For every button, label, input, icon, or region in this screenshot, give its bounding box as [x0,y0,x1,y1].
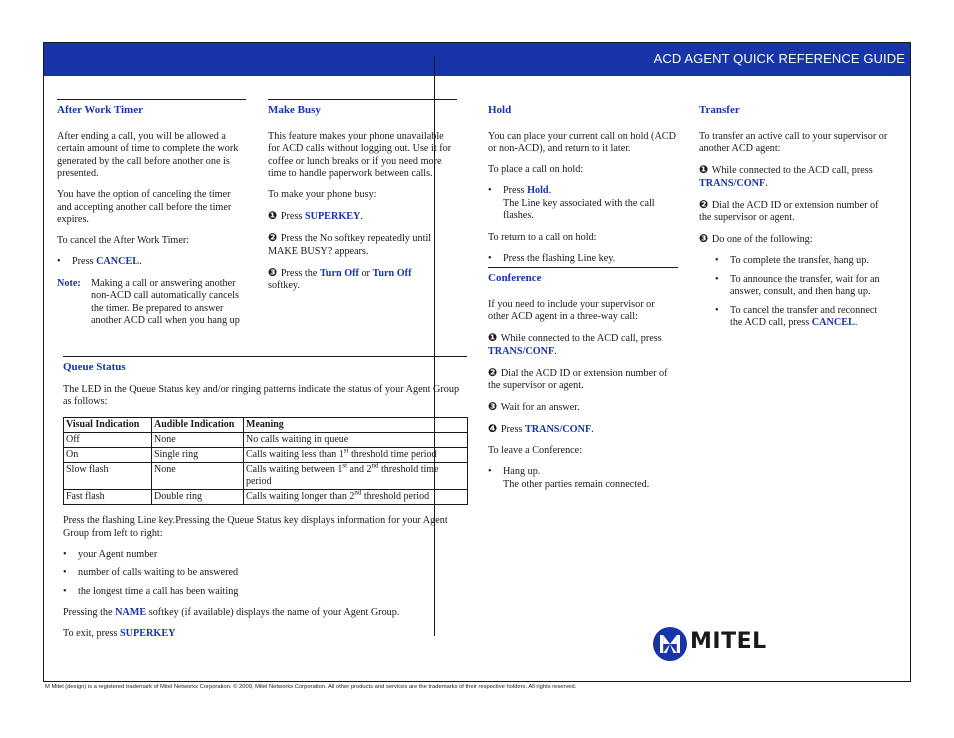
trans-conf-key: TRANS/CONF [488,345,555,357]
paragraph: To make your phone busy: [268,189,377,200]
table-row: On Single ring Calls waiting less than 1st threshold time period [64,448,468,463]
section-heading: Conference [488,272,542,284]
turn-off-key: Turn Off [319,267,359,279]
queue-status-section [63,356,467,649]
paragraph: After ending a call, you will be allowed a certain amount of time to complete the work generated by the call before another one is presented. [57,130,239,179]
bullet-list [488,253,678,266]
paragraph: You can place your current call on hold (ACD or non-ACD), and return to it later. [488,130,676,154]
step-2: ❷ Press the No softkey repeatedly until MAKE BUSY? appears. [268,231,432,257]
page-title: ACD AGENT QUICK REFERENCE GUIDE [653,51,905,66]
trans-conf-key: TRANS/CONF [524,424,592,435]
list-item: • To announce the transfer, wait for an answer, consult, and then hang up. [715,274,891,299]
bullet-list [699,255,891,330]
step-3: ❸ Press the Turn Off or Turn Off softkey. [268,265,412,291]
step-2: ❷ Dial the ACD ID or extension number of the supervisor or agent. [488,365,668,391]
paragraph: To exit, press SUPERKEY [63,628,176,639]
step-2-icon: ❷ [268,231,278,244]
paragraph: To place a call on hold: [488,164,584,175]
bullet-list [488,185,678,223]
paragraph: This feature makes your phone unavailable for ACD calls without logging out. Use it for coffee or lunch breaks or if you need more time to handle paperwork between calls. [268,130,452,179]
step-4: ❹ Press TRANS/CONF. [488,422,594,435]
hold-key: Hold [527,185,549,196]
table-header-row [64,418,468,433]
step-1: ❶ While connected to the ACD call, press TRANS/CONF. [699,163,873,189]
step-2: ❷ Dial the ACD ID or extension number of the supervisor or agent. [699,197,879,223]
list-item: • number of calls waiting to be answered [63,567,467,580]
section-heading: Make Busy [268,104,321,116]
paragraph: To return to a call on hold: [488,231,597,243]
mitel-logo-icon [652,626,688,662]
step-1-icon: ❶ [488,331,498,344]
list-item: • your Agent number [63,549,467,562]
paragraph: The LED in the Queue Status key and/or ringing patterns indicate the status of your Agent Group as follows: [63,383,460,407]
bullet-list [57,256,246,269]
note-label: Note: [57,277,81,289]
note-text: Making a call or answering another non-ACD call automatically cancels the timer. Be prepared to answer another ACD call when you hang up [91,277,240,326]
superkey-key: SUPERKEY [304,211,361,222]
list-item: • To complete the transfer, hang up. [715,255,891,268]
list-item: • Press Hold. The Line key associated with the call flashes. [488,185,678,223]
bullet-list [63,549,467,599]
list-item: • Press CANCEL. [57,256,246,269]
table-row: Fast flash Double ring Calls waiting longer than 2nd threshold period [64,490,468,505]
name-key: NAME [115,607,147,618]
conference-section [488,267,678,500]
column-header: Audible Indication [152,418,244,433]
step-1: ❶ While connected to the ACD call, press TRANS/CONF. [488,331,662,357]
paragraph: To cancel the After Work Timer: [57,235,190,246]
paragraph: You have the option of canceling the timer and accepting another call before the timer expires. [57,189,232,225]
section-heading: Queue Status [63,361,126,373]
queue-status-table [63,417,468,505]
make-busy-section [268,99,457,301]
cancel-key: CANCEL [811,317,855,328]
step-3-icon: ❸ [268,265,278,279]
step-2-icon: ❷ [488,365,498,379]
cancel-key: CANCEL [96,256,140,267]
paragraph: Press the flashing Line key.Pressing the Queue Status key displays information for your Agent Group from left to right: [63,515,448,539]
section-heading: Transfer [699,104,740,116]
note [57,278,246,328]
mitel-logo [652,624,772,664]
turn-off-key: Turn Off [372,267,412,279]
column-header: Visual Indication [64,418,152,433]
paragraph: If you need to include your supervisor or other ACD agent in a three-way call: [488,298,655,322]
after-work-timer-section [57,99,246,328]
list-item: • Press the flashing Line key. [488,253,678,266]
step-4-icon: ❹ [488,422,498,435]
step-2-icon: ❷ [699,197,709,211]
superkey-key: SUPERKEY [120,628,176,639]
step-1: ❶ Press SUPERKEY. [268,209,363,222]
hold-section [488,104,678,274]
paragraph: To leave a Conference: [488,445,583,456]
step-3: ❸ Do one of the following: [699,232,813,245]
trans-conf-key: TRANS/CONF [699,177,766,189]
footer-legal-text: M Mitel (design) is a registered trademark of Mitel Networks Corporation. © 2009, Mitel Networks Corporation. All other products and services are the trademarks of their respective holders. All rights reserved. [45,684,577,690]
table-row: Slow flash None Calls waiting between 1st and 2nd threshold time period [64,463,468,490]
list-item: • To cancel the transfer and reconnect the ACD call, press CANCEL. [715,305,891,330]
paragraph: Pressing the NAME softkey (if available) displays the name of your Agent Group. [63,607,400,618]
step-3-icon: ❸ [488,400,498,413]
table-row: Off None No calls waiting in queue [64,433,468,448]
section-heading: After Work Timer [57,104,143,116]
column-header: Meaning [244,418,468,433]
list-item: • Hang up. The other parties remain connected. [488,466,678,491]
step-3: ❸ Wait for an answer. [488,400,580,413]
step-3-icon: ❸ [699,232,709,245]
paragraph: To transfer an active call to your supervisor or another ACD agent: [699,130,888,154]
list-item: • the longest time a call has been waiting [63,586,467,599]
logo-wordmark: MITEL [690,629,767,654]
transfer-section [699,104,891,339]
step-1-icon: ❶ [268,209,278,222]
header-banner [44,43,910,76]
section-heading: Hold [488,104,512,116]
bullet-list [488,466,678,491]
step-1-icon: ❶ [699,163,709,176]
